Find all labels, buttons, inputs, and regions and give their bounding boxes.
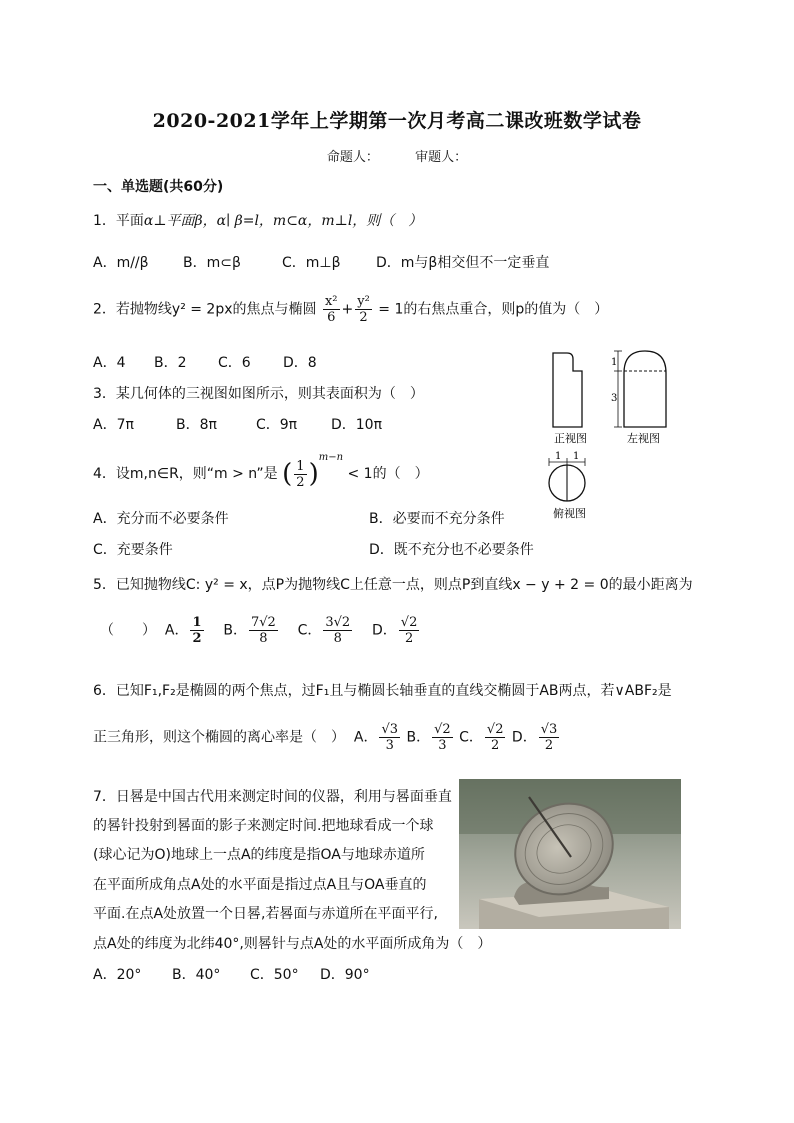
q4-paren-left: (: [282, 459, 293, 489]
page-title: 2020-2021学年上学期第一次月考高二课改班数学试卷: [152, 110, 642, 132]
q2-option-a: A．4: [93, 355, 126, 371]
q6-stem-line2: [93, 722, 561, 753]
left-view-label: 左视图: [627, 432, 660, 445]
q6-option-c-label: C．: [459, 729, 483, 746]
q2-option-d: D．8: [283, 355, 317, 371]
q2-stem-b: = 1的右焦点重合，则p的值为（ ）: [378, 301, 609, 318]
q6-option-d-value: $\frac{√3}{2}$: [540, 722, 558, 753]
q2-fraction-x: $\frac{\text{x²}}{6}$: [324, 294, 338, 325]
q5-option-d-label: D．: [372, 622, 397, 639]
q6-option-c-value: $\frac{√2}{2}$: [486, 722, 504, 753]
q2-stem: [93, 294, 608, 325]
q5-stem: 5．已知抛物线C: y² = x，点P为抛物线C上任意一点，则点P到直线x − y + 2 = 0的最小距离为: [93, 577, 693, 593]
q1-stem: [93, 210, 422, 230]
q4-stem-a: 4．设m,n∈R，则“m > n”是: [93, 466, 278, 482]
q2-option-b: B．2: [154, 355, 187, 371]
q7-line2: 的晷针投射到晷面的影子来测定时间.把地球看成一个球: [93, 818, 434, 834]
q4-stem: [93, 452, 429, 490]
dim-top-a: 1: [555, 451, 562, 462]
q4-fraction: $\frac{1}{2}$: [296, 458, 305, 490]
q4-option-a: A．充分而不必要条件: [93, 511, 229, 527]
top-view-label: 俯视图: [553, 507, 586, 520]
q2-plus: +: [341, 301, 354, 318]
q3-option-b: B．8π: [176, 417, 217, 433]
q5-option-b-label: B．: [223, 622, 247, 639]
q2-stem-a: 2．若抛物线y² = 2px的焦点与椭圆: [93, 301, 317, 318]
q7-line5: 平面.在点A处放置一个日晷,若晷面与赤道所在平面平行,: [93, 906, 438, 922]
q7-option-a: A．20°: [93, 967, 142, 983]
q6-stem-line2-text: 正三角形，则这个椭圆的离心率是（ ）: [93, 729, 345, 746]
section-heading: 一、单选题(共60分): [93, 179, 224, 195]
q4-option-b: B．必要而不充分条件: [369, 511, 505, 527]
author-line: [0, 146, 794, 165]
q6-option-b-label: B．: [406, 729, 431, 746]
q1-option-a: A．m//β: [93, 255, 149, 271]
q4-option-c: C．充要条件: [93, 542, 173, 558]
dim-label-1: 1: [611, 357, 618, 368]
q6-option-a-label: A．: [353, 729, 378, 746]
q7-line6: 点A处的纬度为北纬40°,则晷针与点A处的水平面所成角为（ ）: [93, 936, 492, 952]
q7-option-c: C．50°: [250, 967, 299, 983]
dim-label-3: 3: [611, 393, 618, 404]
q3-option-c: C．9π: [256, 417, 298, 433]
q1-option-c: C．m⊥β: [282, 255, 341, 271]
left-view-shape: [624, 351, 666, 427]
dim-top-b: 1: [573, 451, 580, 462]
q5-option-d-value: $\frac{√2}{2}$: [400, 615, 418, 646]
q2-fraction-y: $\frac{\text{y²}}{2}$: [357, 294, 370, 325]
q4-paren-right: ): [308, 459, 319, 489]
q3-option-a: A．7π: [93, 417, 134, 433]
sundial-photo: [459, 779, 681, 929]
q7-line4: 在平面所成角点A处的水平面是指过点A且与OA垂直的: [93, 877, 427, 893]
q7-line1: 7．日晷是中国古代用来测定时间的仪器，利用与晷面垂直: [93, 789, 452, 805]
q2-option-c: C．6: [218, 355, 251, 371]
q6-option-b-value: $\frac{√2}{3}$: [434, 722, 451, 753]
q6-stem-line1: 6．已知F₁,F₂是椭圆的两个焦点，过F₁且与椭圆长轴垂直的直线交椭圆于AB两点，若∨ABF₂是: [93, 683, 672, 699]
q7-option-d: D．90°: [320, 967, 370, 983]
q1-option-b: B．m⊂β: [183, 255, 241, 271]
q7-line3: (球心记为O)地球上一点A的纬度是指OA与地球赤道所: [93, 847, 425, 863]
three-view-figure: [540, 345, 690, 525]
q4-stem-b: < 1的（ ）: [347, 466, 429, 482]
q5-option-a-label: A．: [164, 622, 189, 639]
front-view-label: 正视图: [554, 432, 587, 445]
q1-option-d: D．m与β相交但不一定垂直: [376, 255, 550, 271]
q5-option-c-value: $\frac{3√2}{8}$: [325, 615, 351, 646]
sundial-illustration: [459, 779, 681, 929]
q5-option-a-value: $\frac{1}{2}$: [192, 615, 202, 646]
q3-stem: 3．某几何体的三视图如图所示，则其表面积为（ ）: [93, 386, 424, 402]
q5-options: [100, 615, 421, 646]
q5-option-c-label: C．: [297, 622, 322, 639]
q3-option-d: D．10π: [331, 417, 383, 433]
q4-option-d: D．既不充分也不必要条件: [369, 542, 534, 558]
q5-paren: （ ）: [100, 622, 156, 639]
q7-option-b: B．40°: [172, 967, 221, 983]
q1-stem-b: α⊥平面β，α∣ β=l，m⊂α，m⊥l，则（ ）: [143, 213, 423, 229]
q1-stem-a: 1．平面: [93, 213, 144, 229]
proposer-label: 命题人：: [326, 150, 379, 165]
q4-exponent: m−n: [318, 452, 344, 463]
front-view-shape: [553, 353, 582, 427]
q5-option-b-value: $\frac{7√2}{8}$: [250, 615, 276, 646]
q6-option-a-value: $\frac{√3}{3}$: [381, 722, 399, 753]
q6-option-d-label: D．: [511, 729, 537, 746]
reviewer-label: 审题人：: [415, 150, 468, 165]
